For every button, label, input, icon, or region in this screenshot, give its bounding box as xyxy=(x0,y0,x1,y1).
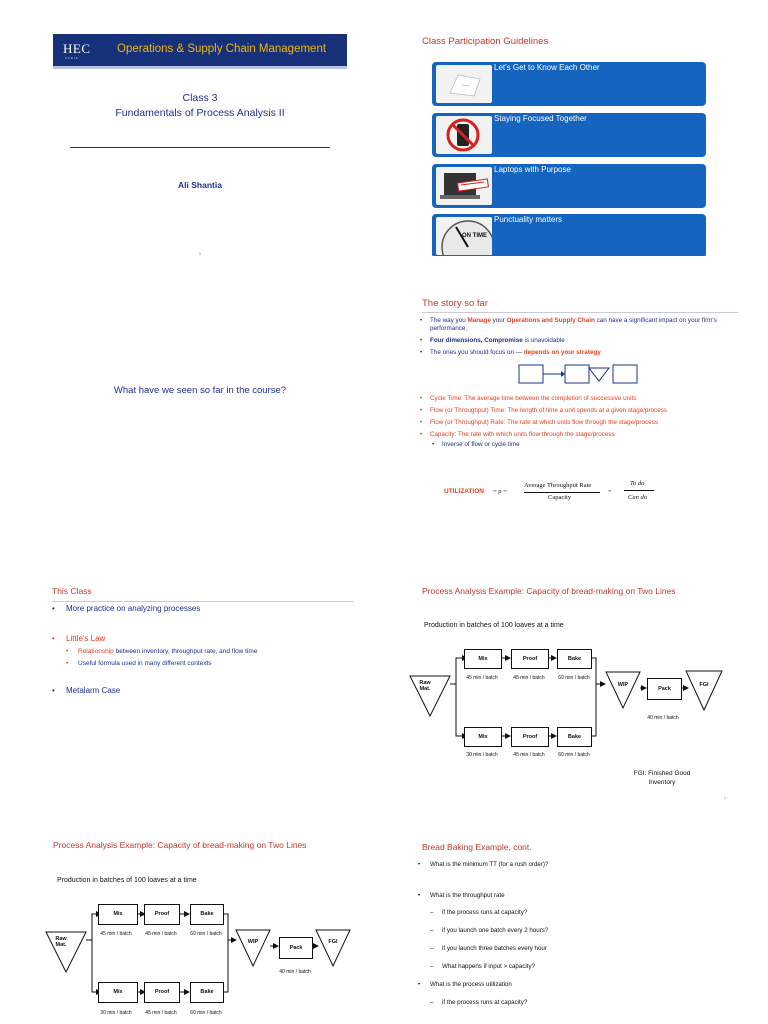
guideline-label: Let's Get to Know Each Other xyxy=(494,63,600,72)
question-list xyxy=(418,861,748,1017)
top-mix-time: 45 min / batch xyxy=(100,931,132,937)
fgi-label: FGI xyxy=(699,682,709,688)
heading-rule xyxy=(52,601,354,602)
slide-story: The story so far • The way you Manage your Operations and Supply Chain can have a significant impact on your firm's performance. • Four dimensions, Compromise is unavoidable • The ones you should focus on — depends on your strategy • Cycle Time: The average time between the completion of successive units • Flow (or Throughput) Time: The length of time a unit spends at a given stage/process • Flow (or Throughput) Rate: The rate at which units flow through the stage/process • Capacity: The rate with which units flow through the stage/process • Inverse of flow or cycle time UTILIZATION = ρ = Average Throughput Rate Capacity = To do Can do xyxy=(384,256,768,512)
top-bake-time: 60 min / batch xyxy=(190,931,222,937)
heading-rule xyxy=(422,312,738,313)
guideline-card xyxy=(432,164,706,208)
bottom-mix-step: Mix xyxy=(98,982,138,1003)
question-min-tt: • What is the minimum TT (for a rush order)? xyxy=(418,861,748,868)
raw-material-label: Raw Mat. xyxy=(55,936,67,948)
page-number: 3 xyxy=(566,251,568,255)
pack-step: Pack xyxy=(279,937,313,959)
production-note: Production in batches of 100 loaves at a time xyxy=(424,622,564,629)
slide-question xyxy=(0,256,384,512)
bottom-bake-step: Bake xyxy=(190,982,224,1003)
hec-logo-sub: PARIS xyxy=(65,56,79,60)
hec-logo: HEC xyxy=(63,41,91,56)
on-time-clock-icon xyxy=(436,217,492,255)
class-bullets xyxy=(52,604,257,695)
title-divider xyxy=(70,147,330,148)
bottom-proof-step: Proof xyxy=(511,727,549,747)
top-mix-step: Mix xyxy=(98,904,138,925)
wip-label: WIP xyxy=(247,939,259,945)
slide-heading: Class Participation Guidelines xyxy=(422,36,549,47)
top-proof-step: Proof xyxy=(144,904,180,925)
no-phone-icon xyxy=(436,116,492,154)
subquestion: – if the process runs at capacity? xyxy=(418,909,748,916)
fgi-label: FGI xyxy=(328,939,338,945)
guideline-card xyxy=(432,214,706,256)
def-cycle-time: • Cycle Time: The average time between the completion of successive units xyxy=(420,395,720,403)
page-number: 7 xyxy=(724,797,726,801)
class-title: Fundamentals of Process Analysis II xyxy=(115,107,285,119)
page-number: 1 xyxy=(199,252,201,256)
bottom-bake-step: Bake xyxy=(557,727,592,747)
subbullet-relationship: • Relationship between inventory, throughput rate, and flow time xyxy=(52,648,257,655)
bottom-bake-time: 60 min / batch xyxy=(190,1010,222,1016)
name-card-icon xyxy=(436,65,492,103)
question-utilization: • What is the process utilization xyxy=(418,981,748,988)
top-proof-time: 45 min / batch xyxy=(145,931,177,937)
class-number: Class 3 xyxy=(182,92,218,104)
pack-step: Pack xyxy=(647,678,682,700)
slide-heading: This Class xyxy=(52,586,92,596)
raw-material-label: Raw Mat. xyxy=(419,680,431,692)
slide-heading: Bread Baking Example, cont. xyxy=(422,842,532,852)
bullet-metalarm: • Metalarm Case xyxy=(52,686,257,695)
slide-bread-questions xyxy=(384,768,768,1024)
author-name: Ali Shantia xyxy=(178,180,222,190)
top-bake-time: 60 min / batch xyxy=(558,675,590,681)
fgi-note: FGI: Finished Good Inventory xyxy=(633,770,691,786)
story-bullets xyxy=(420,317,720,453)
bottom-proof-time: 45 min / batch xyxy=(513,752,545,758)
title-banner xyxy=(53,34,347,69)
bullet-dimensions: • Four dimensions, Compromise is unavoidable xyxy=(420,337,720,345)
top-mix-step: Mix xyxy=(464,649,502,669)
subbullet-useful: • Useful formula used in many different contexts xyxy=(52,660,257,667)
review-question: What have we seen so far in the course? xyxy=(113,385,287,396)
subquestion: – if you launch one batch every 2 hours? xyxy=(418,927,748,934)
bullet-manage: • The way you Manage your Operations and Supply Chain can have a significant impact on your firm's performance. xyxy=(420,317,720,333)
pack-time: 40 min / batch xyxy=(647,715,679,721)
bottom-mix-step: Mix xyxy=(464,727,502,747)
bottom-bake-time: 60 min / batch xyxy=(558,752,590,758)
top-proof-time: 45 min / batch xyxy=(513,675,545,681)
slide-process-example xyxy=(384,512,768,768)
guideline-label: Punctuality matters xyxy=(494,215,563,224)
process-flow-icon xyxy=(420,361,720,387)
def-flow-rate: • Flow (or Throughput) Rate: The rate at which units flow through the stage/process xyxy=(420,419,720,427)
slide-heading: The story so far xyxy=(422,298,488,309)
bottom-proof-time: 45 min / batch xyxy=(145,1010,177,1016)
def-capacity: • Capacity: The rate with which units flow through the stage/process xyxy=(420,431,720,439)
restricted-laptop-icon xyxy=(436,167,492,205)
slide-heading: Process Analysis Example: Capacity of bread-making on Two Lines xyxy=(422,586,676,596)
bottom-proof-step: Proof xyxy=(144,982,180,1003)
subquestion: – if the process runs at capacity? xyxy=(418,999,748,1006)
slide-this-class xyxy=(0,512,384,768)
top-bake-step: Bake xyxy=(190,904,224,925)
slide-title xyxy=(0,0,384,256)
top-proof-step: Proof xyxy=(511,649,549,669)
slide-process-example-repeat xyxy=(0,768,384,1024)
bullet-strategy: • The ones you should focus on — depends on your strategy xyxy=(420,349,720,357)
top-mix-time: 45 min / batch xyxy=(466,675,498,681)
slide-participation xyxy=(384,0,768,256)
def-capacity-sub: • Inverse of flow or cycle time xyxy=(420,441,720,449)
svg-text:ON TIME: ON TIME xyxy=(462,233,487,239)
question-throughput: • What is the throughput rate xyxy=(418,892,748,899)
guideline-label: Laptops with Purpose xyxy=(494,165,571,174)
slide-heading: Process Analysis Example: Capacity of bread-making on Two Lines xyxy=(53,840,307,850)
course-title: Operations & Supply Chain Management xyxy=(117,43,327,55)
guideline-card xyxy=(432,62,706,106)
wip-label: WIP xyxy=(617,682,629,688)
subquestion: – What happens if input > capacity? xyxy=(418,963,748,970)
bottom-mix-time: 30 min / batch xyxy=(466,752,498,758)
bullet-practice: • More practice on analyzing processes xyxy=(52,604,257,613)
guideline-label: Staying Focused Together xyxy=(494,114,587,123)
subquestion: – if you launch three batches every hour xyxy=(418,945,748,952)
top-bake-step: Bake xyxy=(557,649,592,669)
def-flow-time: • Flow (or Throughput) Time: The length of time a unit spends at a given stage/process xyxy=(420,407,720,415)
production-note: Production in batches of 100 loaves at a time xyxy=(57,877,197,884)
guideline-card xyxy=(432,113,706,157)
bullet-littles-law: • Little's Law xyxy=(52,634,257,643)
pack-time: 40 min / batch xyxy=(279,969,311,975)
bottom-mix-time: 30 min / batch xyxy=(100,1010,132,1016)
